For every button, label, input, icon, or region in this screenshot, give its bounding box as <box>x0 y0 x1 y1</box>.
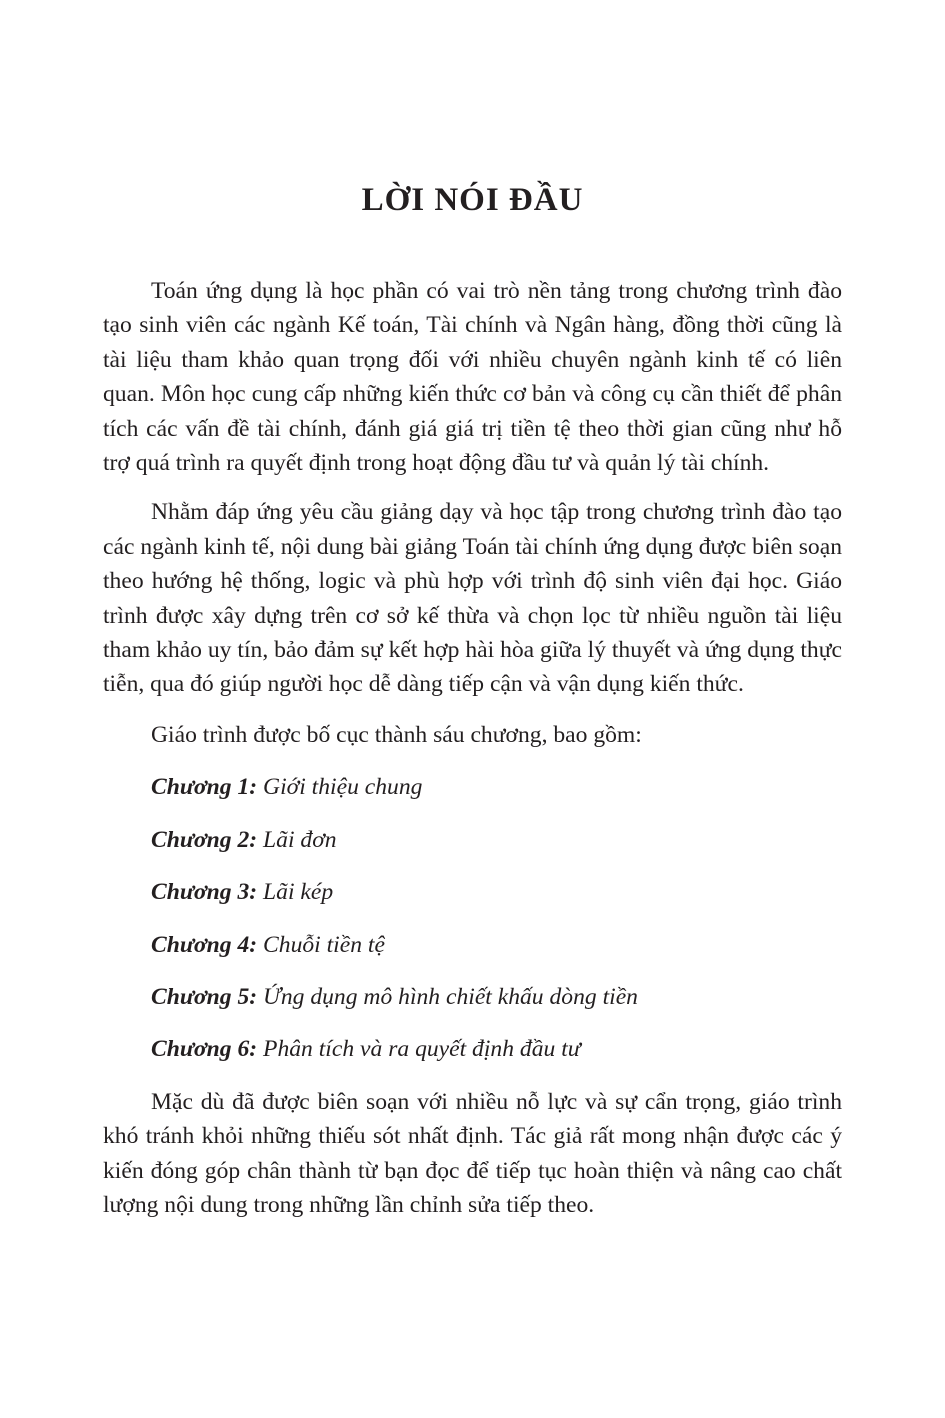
chapter-name: Lãi đơn <box>263 826 337 853</box>
paragraph-textbook-purpose: Nhằm đáp ứng yêu cầu giảng dạy và học tập trong chương trình đào tạo các ngành kinh tế, nội dung bài giảng Toán tài chính ứng dụng được biên soạn theo hướng hệ thống, logic và phù hợp với trình độ sinh viên đại học. Giáo trình được xây dựng trên cơ sở kế thừa và chọn lọc từ nhiều nguồn tài liệu tham khảo uy tín, bảo đảm sự kết hợp hài hòa giữa lý thuyết và ứng dụng thực tiễn, qua đó giúp người học dễ dàng tiếp cận và vận dụng kiến thức. <box>103 499 842 698</box>
chapter-item <box>103 875 842 909</box>
chapter-name: Ứng dụng mô hình chiết khấu dòng tiền <box>263 983 638 1010</box>
chapter-name: Phân tích và ra quyết định đầu tư <box>263 1036 581 1063</box>
page-title: LỜI NÓI ĐẦU <box>361 182 584 218</box>
chapter-label: Chương 2: <box>151 826 258 853</box>
chapter-item <box>103 1032 842 1066</box>
chapter-label: Chương 6: <box>151 1036 258 1063</box>
chapter-label: Chương 1: <box>151 774 258 801</box>
chapter-item <box>103 928 842 962</box>
chapter-item <box>103 823 842 857</box>
paragraph-closing: Mặc dù đã được biên soạn với nhiều nỗ lực và sự cẩn trọng, giáo trình khó tránh khỏi những thiếu sót nhất định. Tác giả rất mong nhận được các ý kiến đóng góp chân thành từ bạn đọc để tiếp tục hoàn thiện và nâng cao chất lượng nội dung trong những lần chỉnh sửa tiếp theo. <box>103 1088 842 1218</box>
chapter-name: Chuỗi tiền tệ <box>263 931 385 958</box>
chapter-item <box>103 770 842 804</box>
chapter-label: Chương 4: <box>151 931 258 958</box>
chapter-name: Lãi kép <box>263 879 334 906</box>
paragraph-intro-course: Toán ứng dụng là học phần có vai trò nền tảng trong chương trình đào tạo sinh viên các ngành Kế toán, Tài chính và Ngân hàng, đồng thời cũng là tài liệu tham khảo quan trọng đối với nhiều chuyên ngành kinh tế có liên quan. Môn học cung cấp những kiến thức cơ bản và công cụ cần thiết để phân tích các vấn đề tài chính, đánh giá giá trị tiền tệ theo thời gian cũng như hỗ trợ quá trình ra quyết định trong hoạt động đầu tư và quản lý tài chính. <box>103 278 842 477</box>
chapter-name: Giới thiệu chung <box>263 774 423 801</box>
paragraph-structure-intro: Giáo trình được bố cục thành sáu chương, bao gồm: <box>151 721 642 748</box>
chapter-label: Chương 3: <box>151 879 258 906</box>
document-body <box>103 274 842 1222</box>
chapter-list <box>103 770 842 1066</box>
chapter-label: Chương 5: <box>151 983 258 1010</box>
chapter-item <box>103 980 842 1014</box>
